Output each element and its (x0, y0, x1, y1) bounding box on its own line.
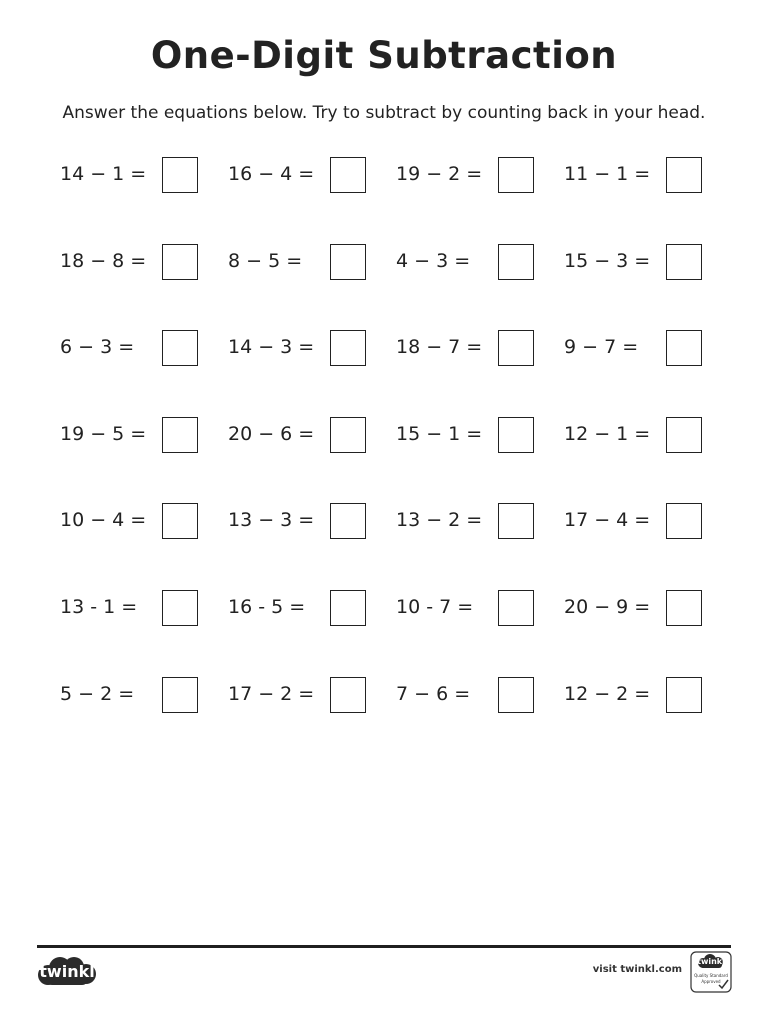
answer-box[interactable] (162, 677, 198, 713)
problem-item (396, 330, 564, 366)
answer-box[interactable] (498, 590, 534, 626)
answer-box[interactable] (162, 157, 198, 193)
problem-item (564, 590, 732, 626)
equation-text: 14 − 1 = (60, 163, 147, 185)
answer-box[interactable] (330, 244, 366, 280)
problem-item (60, 590, 228, 626)
problem-item (564, 330, 732, 366)
problem-item (60, 417, 228, 453)
answer-box[interactable] (666, 677, 702, 713)
equation-text: 6 − 3 = (60, 336, 135, 359)
answer-box[interactable] (666, 330, 702, 366)
equation-text: 18 − 7 = (396, 336, 483, 359)
answer-box[interactable] (498, 417, 534, 453)
visit-link[interactable]: visit twinkl.com (592, 964, 682, 975)
answer-box[interactable] (666, 157, 702, 193)
badge-line2: Approved (701, 979, 721, 984)
equation-text: 14 − 3 = (228, 336, 315, 359)
problem-item (564, 677, 732, 713)
logo-text: twinkl (39, 962, 95, 981)
equation-text: 15 − 3 = (564, 249, 651, 272)
problem-item (228, 590, 396, 626)
problem-item (228, 417, 396, 453)
problem-item (564, 503, 732, 539)
answer-box[interactable] (498, 157, 534, 193)
answer-box[interactable] (666, 590, 702, 626)
answer-box[interactable] (330, 677, 366, 713)
problem-item (396, 157, 564, 193)
answer-box[interactable] (498, 244, 534, 280)
problem-item (60, 677, 228, 713)
equation-text: 13 − 2 = (396, 509, 483, 532)
equation-text: 19 − 2 = (396, 163, 483, 185)
equation-text: 7 − 6 = (396, 682, 471, 705)
equation-text: 11 − 1 = (564, 163, 651, 185)
answer-box[interactable] (330, 330, 366, 366)
problem-item (228, 330, 396, 366)
equation-text: 16 - 5 = (228, 595, 306, 618)
problem-item (396, 244, 564, 280)
problem-grid (60, 157, 720, 763)
problem-item (396, 677, 564, 713)
equation-text: 13 - 1 = (60, 595, 138, 618)
answer-box[interactable] (330, 157, 366, 193)
equation-text: 8 − 5 = (228, 249, 303, 272)
answer-box[interactable] (330, 417, 366, 453)
problem-item (60, 244, 228, 280)
answer-box[interactable] (162, 590, 198, 626)
equation-text: 16 − 4 = (228, 163, 315, 185)
problem-item (396, 503, 564, 539)
answer-box[interactable] (498, 503, 534, 539)
equation-text: 17 − 4 = (564, 509, 651, 532)
equation-text: 13 − 3 = (228, 509, 315, 532)
equation-text: 20 − 6 = (228, 422, 315, 445)
equation-text: 10 − 4 = (60, 509, 147, 532)
equation-text: 20 − 9 = (564, 595, 651, 618)
equation-text: 15 − 1 = (396, 422, 483, 445)
answer-box[interactable] (330, 503, 366, 539)
answer-box[interactable] (162, 330, 198, 366)
problem-item (228, 244, 396, 280)
answer-box[interactable] (666, 417, 702, 453)
equation-text: 18 − 8 = (60, 249, 147, 272)
problem-item (228, 677, 396, 713)
badge-brand: twinkl (697, 957, 725, 966)
answer-box[interactable] (666, 244, 702, 280)
answer-box[interactable] (666, 503, 702, 539)
problem-item (60, 503, 228, 539)
instructions-text: Answer the equations below. Try to subtract by counting back in your head. (62, 103, 706, 123)
equation-text: 10 - 7 = (396, 595, 474, 618)
problem-item (564, 244, 732, 280)
equation-text: 19 − 5 = (60, 422, 147, 445)
badge-line1: Quality Standard (694, 973, 728, 978)
answer-box[interactable] (162, 503, 198, 539)
quality-badge (690, 951, 732, 993)
equation-text: 12 − 2 = (564, 682, 651, 705)
problem-item (228, 157, 396, 193)
twinkl-logo[interactable] (36, 955, 98, 989)
footer-divider (37, 945, 731, 948)
problem-item (228, 503, 396, 539)
answer-box[interactable] (330, 590, 366, 626)
equation-text: 9 − 7 = (564, 336, 639, 359)
answer-box[interactable] (162, 417, 198, 453)
equation-text: 17 − 2 = (228, 682, 315, 705)
answer-box[interactable] (498, 677, 534, 713)
answer-box[interactable] (162, 244, 198, 280)
equation-text: 4 − 3 = (396, 249, 471, 272)
equation-text: 5 − 2 = (60, 682, 135, 705)
problem-item (396, 590, 564, 626)
problem-item (396, 417, 564, 453)
problem-item (564, 157, 732, 193)
problem-item (564, 417, 732, 453)
problem-item (60, 330, 228, 366)
equation-text: 12 − 1 = (564, 422, 651, 445)
problem-item (60, 157, 228, 193)
page-title: One-Digit Subtraction (150, 34, 618, 77)
answer-box[interactable] (498, 330, 534, 366)
